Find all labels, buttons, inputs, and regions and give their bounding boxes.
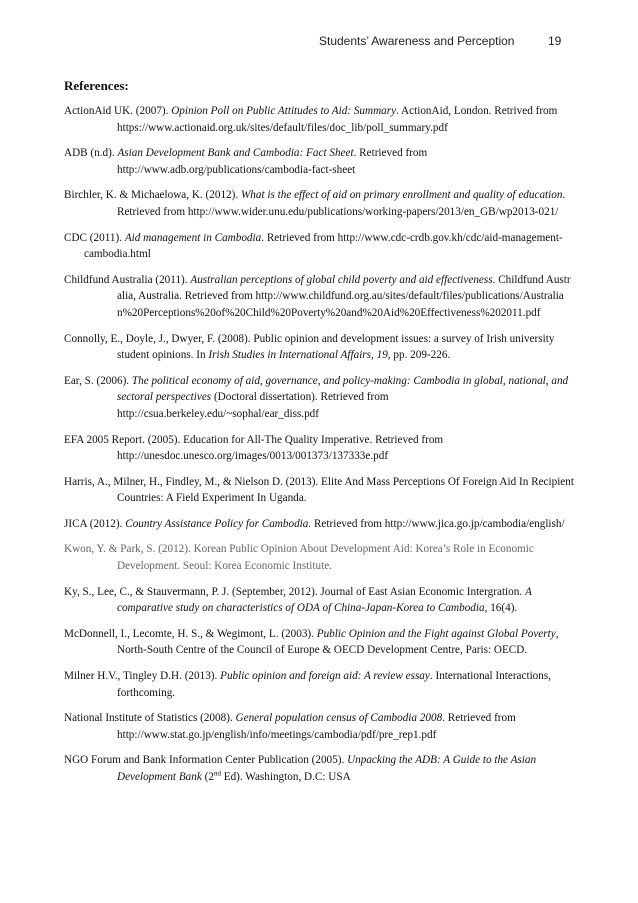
reference-entry: National Institute of Statistics (2008). General population census of Cambodia 2008. Retrieved from http://www.stat.go.jp/english/info/meetings/cambodia/pdf/pre_rep1.pdf (64, 712, 516, 741)
reference-entry: ActionAid UK. (2007). Opinion Poll on Public Attitudes to Aid: Summary. ActionAid, London. Retrived from https://www.actionaid.org.uk/sites/default/files/doc_lib/poll_summary.pdf (64, 105, 558, 134)
reference-entry: Birchler, K. & Michaelowa, K. (2012). What is the effect of aid on primary enrollment and quality of education. Retrieved from http://www.wider.unu.edu/publications/working-papers/2013/en_GB/wp2013-021/ (64, 189, 566, 218)
page-number: 19 (548, 34, 562, 48)
reference-entry: Kwon, Y. & Park, S. (2012). Korean Public Opinion About Development Aid: Korea’s Role in Economic Development. Seoul: Korea Economic Institute. (64, 543, 534, 573)
reference-entry: McDonnell, I., Lecomte, H. S., & Wegimont, L. (2003). Public Opinion and the Fight against Global Poverty, North-South Centre of the Council of Europe & OECD Development Centre, Paris: OECD. (64, 627, 559, 657)
reference-entry: Milner H.V., Tingley D.H. (2013). Public opinion and foreign aid: A review essay. International Interactions, forthcoming. (64, 670, 552, 699)
references-heading: References: (64, 78, 129, 93)
reference-entry: Connolly, E., Doyle, J., Dwyer, F. (2008). Public opinion and development issues: a survey of Irish university student opinions. In Irish Studies in International Affairs, 19, pp. 209-226. (64, 332, 555, 362)
running-header (0, 34, 638, 52)
references-section (64, 78, 574, 795)
reference-entry: EFA 2005 Report. (2005). Education for All-The Quality Imperative. Retrieved from http://unesdoc.unesco.org/images/0013/001373/137333e.pdf (64, 433, 444, 463)
reference-entry: NGO Forum and Bank Information Center Publication (2005). Unpacking the ADB: A Guide to the Asian Development Bank (2nd Ed). Washington, D.C: USA (64, 754, 537, 783)
reference-entry: CDC (2011). Aid management in Cambodia. Retrieved from http://www.cdc-crdb.gov.kh/cdc/aid-management-cambodia.html (64, 231, 563, 261)
reference-entry: ADB (n.d). Asian Development Bank and Cambodia: Fact Sheet. Retrieved from http://www.adb.org/publications/cambodia-fact-sheet (64, 147, 428, 176)
reference-entry: JICA (2012). Country Assistance Policy for Cambodia. Retrieved from http://www.jica.go.jp/cambodia/english/ (64, 517, 565, 530)
reference-list (64, 103, 574, 786)
reference-entry: Ear, S. (2006). The political economy of aid, governance, and policy-making: Cambodia in global, national, and sectoral perspectives (Doctoral dissertation). Retrieved from http://csua.berkeley.edu/~sophal/ear_diss.pdf (64, 374, 569, 420)
reference-entry: Harris, A., Milner, H., Findley, M., & Nielson D. (2013). Elite And Mass Perceptions Of Foreign Aid In Recipient Countries: A Field Experiment In Uganda. (64, 475, 574, 505)
reference-entry: Childfund Australia (2011). Australian perceptions of global child poverty and aid effectiveness. Childfund Australia, Australia. Retrieved from http://www.childfund.org.au/sites/default/files/publications/Australian%20Perceptions%20of%20Child%20Poverty%20and%20Aid%20Effectiveness%202011.pdf (64, 273, 571, 319)
running-title: Students’ Awareness and Perception (319, 34, 515, 48)
reference-entry: Ky, S., Lee, C., & Stauvermann, P. J. (September, 2012). Journal of East Asian Economic Intergration. A comparative study on characteristics of ODA of China-Japan-Korea to Cambodia, 16(4). (64, 585, 532, 615)
